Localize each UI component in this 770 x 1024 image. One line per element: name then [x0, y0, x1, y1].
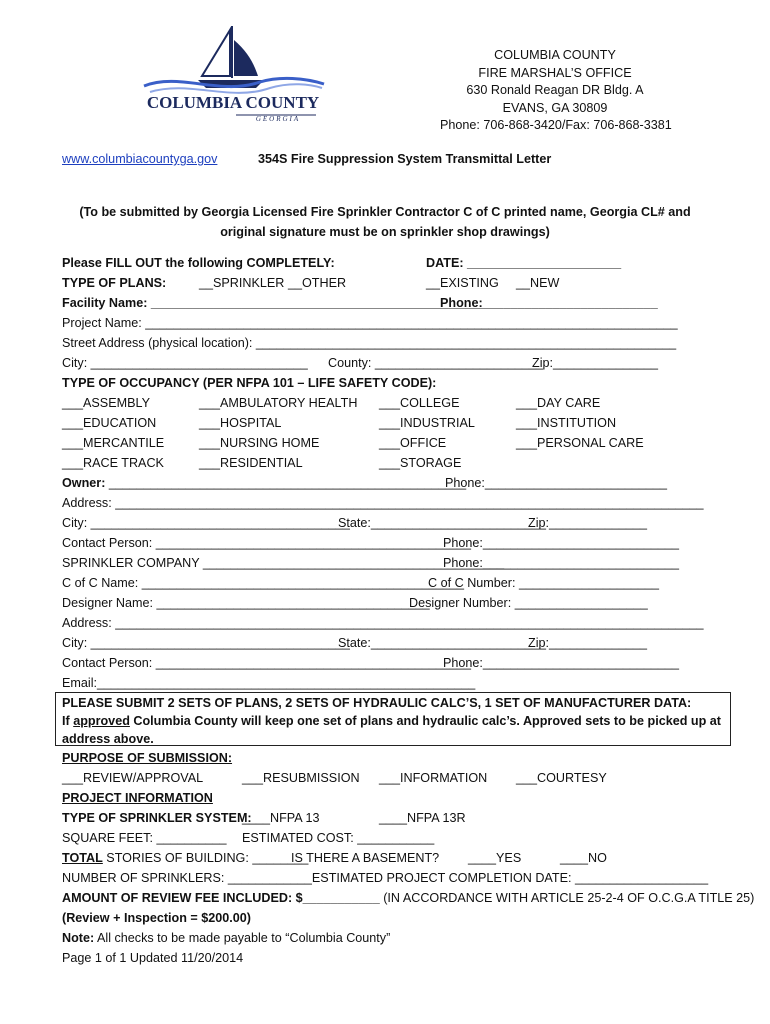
designer-number-field[interactable]: Designer Number: ___________________	[409, 596, 648, 610]
address-line: FIRE MARSHAL’S OFFICE	[478, 65, 632, 80]
occupancy-option[interactable]: ___PERSONAL CARE	[516, 436, 644, 450]
contact-person-field-2[interactable]: Contact Person: _____________________________________________	[62, 656, 471, 670]
address-line: COLUMBIA COUNTY	[494, 48, 616, 62]
address-line: 630 Ronald Reagan DR Bldg. A	[466, 83, 644, 97]
intro-instructions: (To be submitted by Georgia Licensed Fire Sprinkler Contractor C of C printed name, Georgia CL# and original signature must be on sprinkler shop drawings)	[79, 205, 691, 239]
cofc-row	[62, 573, 722, 593]
occupancy-option[interactable]: ___RESIDENTIAL	[199, 456, 303, 470]
estimated-cost-field[interactable]: ESTIMATED COST: ___________	[242, 831, 435, 845]
occupancy-option[interactable]: ___INDUSTRIAL	[379, 416, 475, 430]
checks-note	[62, 928, 390, 948]
address-line: Phone: 706-868-3420/Fax: 706-868-3381	[440, 118, 672, 132]
occupancy-option[interactable]: ___INSTITUTION	[516, 416, 617, 430]
facility-row	[62, 293, 722, 313]
basement-no-option[interactable]: ____NO	[560, 851, 607, 865]
square-feet-row	[62, 828, 722, 848]
address-line: EVANS, GA 30809	[502, 100, 608, 115]
nfpa13-option[interactable]: ____NFPA 13	[242, 811, 320, 825]
cofc-number-field[interactable]: C of C Number: ____________________	[428, 576, 660, 590]
website-link[interactable]: www.columbiacountyga.gov	[62, 152, 218, 166]
occupancy-option[interactable]: ___STORAGE	[379, 456, 462, 470]
owner-row	[62, 473, 722, 493]
purpose-option[interactable]: ___RESUBMISSION	[242, 771, 360, 785]
purpose-row	[62, 768, 722, 788]
occupancy-row	[62, 393, 722, 413]
project-name-field[interactable]: Project Name: ____________________________________________________________________________	[62, 316, 678, 330]
fire-marshal-address	[440, 47, 670, 135]
notice-line-1: PLEASE SUBMIT 2 SETS OF PLANS, 2 SETS OF HYDRAULIC CALC’S, 1 SET OF MANUFACTURER DATA:	[62, 696, 692, 710]
owner-label: Owner:	[62, 476, 106, 490]
sprinkler-company-row	[62, 553, 722, 573]
occupancy-option[interactable]: ___EDUCATION	[62, 416, 157, 430]
owner-field[interactable]	[62, 473, 466, 493]
designer-address-field[interactable]: Address: ____________________________________________________________________________________	[62, 616, 704, 630]
fill-out-instruction: Please FILL OUT the following COMPLETELY:	[62, 256, 335, 270]
designer-city-row	[62, 633, 722, 653]
occupancy-title: TYPE OF OCCUPANCY (PER NFPA 101 – LIFE SAFETY CODE):	[62, 376, 437, 390]
stories-field[interactable]	[62, 848, 308, 868]
occupancy-option[interactable]: ___ASSEMBLY	[62, 396, 150, 410]
type-of-plans-label: TYPE OF PLANS:	[62, 276, 167, 290]
sailboat-logo-icon	[140, 22, 326, 126]
designer-zip-field[interactable]: Zip:______________	[528, 636, 648, 650]
owner-state-field[interactable]: State:_________________________	[338, 516, 547, 530]
email-field[interactable]: Email:______________________________________________________	[62, 676, 476, 690]
fee-field[interactable]: AMOUNT OF REVIEW FEE INCLUDED: $___________	[62, 891, 380, 905]
occupancy-option[interactable]: ___NURSING HOME	[199, 436, 320, 450]
purpose-option[interactable]: ___COURTESY	[516, 771, 607, 785]
purpose-title: PURPOSE OF SUBMISSION:	[62, 751, 233, 765]
other-option[interactable]: __OTHER	[288, 276, 347, 290]
notice-approved: approved	[73, 714, 130, 728]
city-county-zip-row	[62, 353, 722, 373]
purpose-option[interactable]: ___REVIEW/APPROVAL	[62, 771, 204, 785]
note-label: Note:	[62, 931, 95, 945]
sprinklers-completion-row[interactable]: NUMBER OF SPRINKLERS: ____________ESTIMATED PROJECT COMPLETION DATE: ___________________	[62, 871, 709, 885]
stories-label: STORIES OF BUILDING: ________	[102, 851, 309, 865]
basement-question: IS THERE A BASEMENT?	[291, 851, 440, 865]
contact-person-field[interactable]: Contact Person: _____________________________________________	[62, 536, 471, 550]
owner-phone-field[interactable]: Phone:__________________________	[445, 476, 668, 490]
document-title: 354S Fire Suppression System Transmittal Letter	[258, 152, 552, 166]
notice-rest: Columbia County will keep one set of plans and hydraulic calc’s. Approved sets to be picked up at address above.	[62, 714, 721, 746]
project-info-title: PROJECT INFORMATION	[62, 791, 213, 805]
sprinkler-option[interactable]: __SPRINKLER	[199, 276, 285, 290]
zip-field[interactable]: Zip:_______________	[532, 356, 659, 370]
occupancy-option[interactable]: ___DAY CARE	[516, 396, 601, 410]
city-field[interactable]: City: _______________________________	[62, 356, 308, 370]
contact-row-2	[62, 653, 722, 673]
cofc-name-field[interactable]: C of C Name: ______________________________________________	[62, 576, 464, 590]
notice-line-2	[62, 712, 722, 748]
occupancy-row	[62, 433, 722, 453]
owner-city-row	[62, 513, 722, 533]
occupancy-option[interactable]: ___MERCANTILE	[62, 436, 165, 450]
owner-zip-field[interactable]: Zip:______________	[528, 516, 648, 530]
sprinkler-system-label: TYPE OF SPRINKLER SYSTEM:	[62, 811, 252, 825]
stories-row	[62, 848, 722, 868]
designer-city-field[interactable]: City: _____________________________________	[62, 636, 350, 650]
contact-row	[62, 533, 722, 553]
type-of-plans-row	[62, 273, 722, 293]
contact-phone-field-2[interactable]: Phone:____________________________	[443, 656, 680, 670]
facility-phone-field[interactable]: Phone:_________________________	[440, 296, 658, 310]
owner-address-field[interactable]: Address: ____________________________________________________________________________________	[62, 496, 704, 510]
total-label: TOTAL	[62, 851, 103, 865]
submission-notice-text	[62, 694, 722, 748]
logo-text: COLUMBIA COUNTY	[146, 93, 320, 112]
fee-note: (IN ACCORDANCE WITH ARTICLE 25-2-4 OF O.C.G.A TITLE 25)	[379, 891, 755, 905]
occupancy-option[interactable]: ___RACE TRACK	[62, 456, 164, 470]
occupancy-option[interactable]: ___HOSPITAL	[199, 416, 282, 430]
fill-out-row	[62, 253, 722, 273]
new-option[interactable]: __NEW	[516, 276, 560, 290]
fee-row	[62, 888, 755, 908]
county-field[interactable]: County: ________________________	[328, 356, 543, 370]
existing-option[interactable]: __EXISTING	[426, 276, 499, 290]
owner-line: ___________________________________________________	[105, 476, 467, 490]
designer-name-field[interactable]: Designer Name: _______________________________________	[62, 596, 430, 610]
review-inspection-fee: (Review + Inspection = $200.00)	[62, 911, 251, 925]
owner-city-field[interactable]: City: _____________________________________	[62, 516, 350, 530]
purpose-option[interactable]: ___INFORMATION	[379, 771, 488, 785]
basement-yes-option[interactable]: ____YES	[468, 851, 522, 865]
sprinkler-company-field[interactable]: SPRINKLER COMPANY ___________________________________________	[62, 556, 505, 570]
contact-phone-field[interactable]: Phone:____________________________	[443, 536, 680, 550]
sprinkler-phone-field[interactable]: Phone:____________________________	[443, 556, 680, 570]
notice-if: If	[62, 714, 74, 728]
fee-line	[62, 888, 754, 908]
note-text: All checks to be made payable to “Columbia County”	[94, 931, 391, 945]
columbia-county-logo	[140, 22, 326, 126]
occupancy-option[interactable]: ___COLLEGE	[379, 396, 460, 410]
occupancy-option[interactable]: ___OFFICE	[379, 436, 447, 450]
page-info: Page 1 of 1 Updated 11/20/2014	[62, 951, 244, 965]
occupancy-row	[62, 453, 722, 473]
designer-row	[62, 593, 722, 613]
nfpa13r-option[interactable]: ____NFPA 13R	[379, 811, 466, 825]
sprinkler-system-row	[62, 808, 722, 828]
occupancy-option[interactable]: ___AMBULATORY HEALTH	[199, 396, 358, 410]
facility-name-field[interactable]: Facility Name: _________________________________________________	[62, 296, 495, 310]
square-feet-field[interactable]: SQUARE FEET: __________	[62, 831, 227, 845]
date-field[interactable]: DATE: ______________________	[426, 256, 622, 270]
street-address-field[interactable]: Street Address (physical location): ____________________________________________________________	[62, 336, 677, 350]
designer-state-field[interactable]: State:_________________________	[338, 636, 547, 650]
occupancy-row	[62, 413, 722, 433]
logo-subtext: GEORGIA	[255, 115, 301, 123]
